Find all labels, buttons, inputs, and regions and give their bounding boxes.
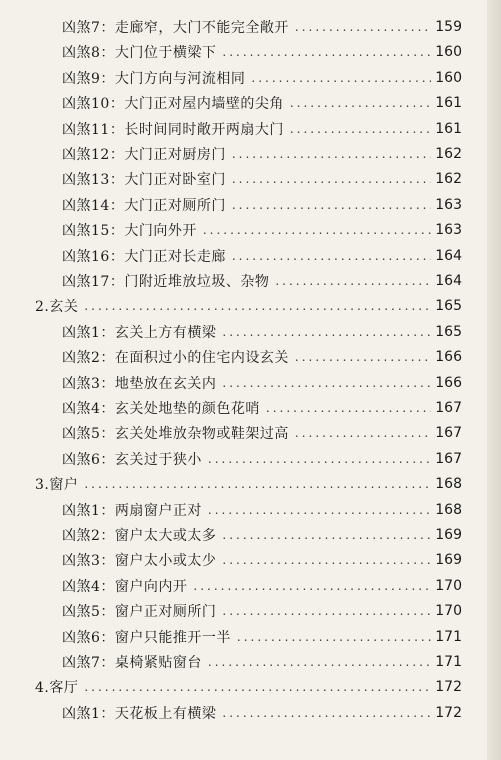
leader-dots (222, 325, 431, 339)
page-number: 163 (435, 196, 462, 213)
page-number: 160 (435, 69, 462, 86)
leader-dots (222, 528, 431, 542)
leader-dots (232, 249, 431, 263)
toc-entry (62, 522, 462, 548)
page-number: 164 (435, 273, 462, 289)
leader-dots (84, 680, 431, 694)
leader-dots (237, 630, 431, 644)
page-number: 162 (435, 146, 462, 162)
page-number: 169 (435, 552, 462, 569)
toc-entry (62, 141, 462, 167)
entry-title: 凶煞1：玄关上方有横梁 (62, 324, 217, 341)
page-number: 162 (435, 171, 462, 188)
leader-dots (295, 20, 431, 34)
leader-dots (208, 503, 431, 517)
toc-entry (62, 192, 462, 218)
page-number: 172 (435, 704, 462, 721)
toc-entry (62, 446, 462, 472)
page-number: 167 (435, 450, 462, 467)
page-number: 165 (435, 323, 462, 340)
leader-dots (266, 401, 431, 415)
toc-entry (62, 90, 462, 116)
toc-entry (62, 65, 462, 91)
leader-dots (232, 172, 431, 186)
leader-dots (251, 71, 431, 85)
entry-title: 凶煞17：门附近堆放垃圾、杂物 (62, 274, 270, 290)
entry-title: 凶煞9：大门方向与河流相同 (62, 70, 246, 87)
leader-dots (84, 477, 431, 491)
page-number: 169 (435, 527, 462, 543)
leader-dots (290, 96, 431, 110)
entry-title: 凶煞6：玄关过于狭小 (62, 451, 202, 468)
toc-section-entry (35, 293, 462, 319)
toc-entry (62, 624, 462, 650)
toc-entry (62, 649, 462, 675)
page-number: 160 (435, 44, 462, 61)
toc-entry (62, 547, 462, 573)
leader-dots (295, 426, 431, 440)
page-number: 172 (435, 679, 462, 696)
page-number: 163 (435, 222, 462, 239)
entry-title: 2.玄关 (35, 299, 79, 316)
page-edge (487, 0, 501, 760)
toc-entry (62, 573, 462, 599)
toc-entry (62, 243, 462, 269)
toc-section-entry (35, 674, 462, 700)
entry-title: 凶煞7：走廊窄，大门不能完全敞开 (62, 20, 289, 36)
entry-title: 3.窗户 (35, 477, 79, 494)
entry-title: 凶煞2：在面积过小的住宅内设玄关 (62, 350, 289, 367)
entry-title: 凶煞16：大门正对长走廊 (62, 248, 226, 265)
entry-title: 凶煞15：大门向外开 (62, 223, 197, 240)
leader-dots (84, 299, 431, 313)
leader-dots (208, 452, 431, 466)
entry-title: 凶煞3：地垫放在玄关内 (62, 375, 217, 392)
toc-entry (62, 166, 462, 192)
entry-title: 凶煞10：大门正对屋内墙壁的尖角 (62, 96, 284, 113)
page-number: 166 (435, 349, 462, 366)
entry-title: 凶煞2：窗户太大或太多 (62, 528, 217, 544)
page-number: 159 (435, 19, 462, 35)
entry-title: 凶煞7：桌椅紧贴窗台 (62, 655, 202, 671)
page-number: 164 (435, 247, 462, 264)
toc-entry (62, 14, 462, 40)
entry-title: 凶煞3：窗户太小或太少 (62, 553, 217, 570)
page-number: 170 (435, 577, 462, 594)
page-number: 167 (435, 425, 462, 442)
entry-title: 凶煞8：大门位于横梁下 (62, 45, 217, 62)
toc-entry (62, 39, 462, 65)
entry-title: 凶煞12：大门正对厨房门 (62, 147, 226, 163)
leader-dots (295, 350, 431, 364)
page-number: 171 (435, 654, 462, 670)
page-number: 171 (435, 628, 462, 645)
toc-section-entry (35, 471, 462, 497)
leader-dots (275, 274, 431, 288)
toc-entry (62, 497, 462, 523)
leader-dots (222, 45, 431, 59)
page-number: 165 (435, 298, 462, 315)
entry-title: 凶煞4：窗户向内开 (62, 578, 188, 595)
toc-entry (62, 116, 462, 142)
entry-title: 凶煞5：玄关处堆放杂物或鞋架过高 (62, 426, 289, 443)
leader-dots (290, 122, 431, 136)
entry-title: 凶煞11：长时间同时敞开两扇大门 (62, 121, 284, 138)
leader-dots (232, 198, 431, 212)
page-number: 166 (435, 374, 462, 391)
entry-title: 4.客厅 (35, 680, 79, 697)
entry-title: 凶煞13：大门正对卧室门 (62, 172, 226, 189)
toc-entry (62, 370, 462, 396)
toc-entry (62, 268, 462, 294)
leader-dots (208, 655, 431, 669)
leader-dots (232, 147, 431, 161)
toc-entry (62, 598, 462, 624)
toc-entry (62, 700, 462, 726)
entry-title: 凶煞5：窗户正对厕所门 (62, 604, 217, 621)
toc-entry (62, 319, 462, 345)
toc-entry (62, 395, 462, 421)
toc-entry (62, 344, 462, 370)
toc-entry (62, 420, 462, 446)
entry-title: 凶煞4：玄关处地垫的颜色花哨 (62, 401, 260, 417)
toc-entry (62, 217, 462, 243)
leader-dots (222, 706, 431, 720)
leader-dots (222, 604, 431, 618)
leader-dots (193, 579, 431, 593)
page-number: 168 (435, 501, 462, 518)
leader-dots (222, 376, 431, 390)
leader-dots (203, 223, 431, 237)
page-number: 170 (435, 603, 462, 620)
page-number: 161 (435, 95, 462, 112)
page-number: 168 (435, 476, 462, 493)
page-number: 161 (435, 120, 462, 137)
entry-title: 凶煞6：窗户只能推开一半 (62, 629, 231, 646)
page-number: 167 (435, 400, 462, 416)
entry-title: 凶煞1：两扇窗户正对 (62, 502, 202, 519)
entry-title: 凶煞14：大门正对厕所门 (62, 197, 226, 214)
leader-dots (222, 553, 431, 567)
entry-title: 凶煞1：天花板上有横梁 (62, 705, 217, 722)
